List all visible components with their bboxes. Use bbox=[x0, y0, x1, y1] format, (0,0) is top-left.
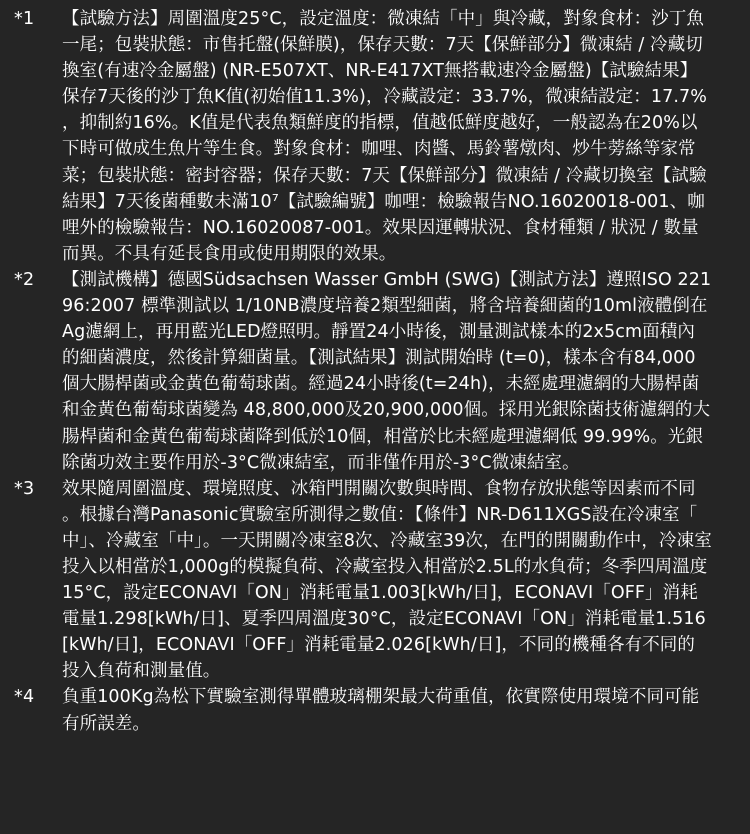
footnote-marker: *4 bbox=[14, 687, 35, 708]
footnote-marker: *2 bbox=[14, 269, 35, 290]
footnote-2 bbox=[0, 267, 750, 476]
footnote-marker: *3 bbox=[14, 478, 35, 499]
footnote-4 bbox=[0, 684, 750, 736]
footnote-text: 【試驗方法】周圍溫度25°C，設定溫度：微凍結「中」與冷藏，對象食材：沙丁魚一尾；包裝狀態：市售托盤(保鮮膜)，保存天數：7天【保鮮部分】微凍結 / 冷藏切換室(有速冷金屬盤) (NR-E507XT、NR-E417XT無搭載速冷金屬盤)【試驗結果】保存7天後的沙丁魚K值(初始值11.3%)，冷藏設定：33.7%，微凍結設定：17.7%，抑制約16%。K值是代表魚類鮮度的指標，值越低鮮度越好，一般認為在20%以下時可做成生魚片等生食。對象食材：咖哩、肉醬、馬鈴薯燉肉、炒牛蒡絲等家常菜；包裝狀態：密封容器；保存天數：7天【保鮮部分】微凍結 / 冷藏切換室【試驗結果】7天後菌種數未滿10⁷【試驗編號】咖哩：檢驗報告NO.16020018-001、咖哩外的檢驗報告：NO.16020087-001。效果因運轉狀況、食材種類 / 狀況 / 數量而異。不具有延長食用或使用期限的效果。 bbox=[62, 9, 707, 264]
footnotes-list bbox=[0, 6, 750, 737]
footnote-text: 效果隨周圍溫度、環境照度、冰箱門開關次數與時間、食物存放狀態等因素而不同。根據台灣Panasonic實驗室所測得之數值：【條件】NR-D611XGS設在冷凍室「中」、冷藏室「中」。一天開關冷凍室8次、冷藏室39次，在門的開關動作中，冷凍室投入以相當於1,000g的模擬負荷、冷藏室投入相當於2.5L的水負荷；冬季四周溫度15°C，設定ECONAVI「ON」消耗電量1.003[kWh/日]，ECONAVI「OFF」消耗電量1.298[kWh/日]、夏季四周溫度30°C，設定ECONAVI「ON」消耗電量1.516[kWh/日]，ECONAVI「OFF」消耗電量2.026[kWh/日]，不同的機種各有不同的投入負荷和測量值。 bbox=[62, 478, 712, 682]
footnote-marker: *1 bbox=[14, 9, 35, 29]
footnote-1 bbox=[0, 6, 750, 267]
footnote-3 bbox=[0, 476, 750, 685]
footnote-text: 【測試機構】德國Südsachsen Wasser GmbH (SWG)【測試方法】遵照ISO 22196:2007 標準測試以 1/10NB濃度培養2類型細菌，將含培養細菌的10ml液體倒在Ag濾網上，再用藍光LED燈照明。靜置24小時後，測量測試樣本的2x5cm面積內的細菌濃度，然後計算細菌量。【測試結果】測試開始時 (t=0)，樣本含有84,000個大腸桿菌或金黃色葡萄球菌。經過24小時後(t=24h)，未經處理濾網的大腸桿菌和金黃色葡萄球菌變為 48,800,000及20,900,000個。採用光銀除菌技術濾網的大腸桿菌和金黃色葡萄球菌降到低於10個，相當於比未經處理濾網低 99.99%。光銀除菌功效主要作用於-3°C微凍結室，而非僅作用於-3°C微凍結室。 bbox=[62, 269, 712, 473]
footnote-text: 負重100Kg為松下實驗室測得單體玻璃棚架最大荷重值，依實際使用環境不同可能有所誤差。 bbox=[62, 687, 700, 734]
